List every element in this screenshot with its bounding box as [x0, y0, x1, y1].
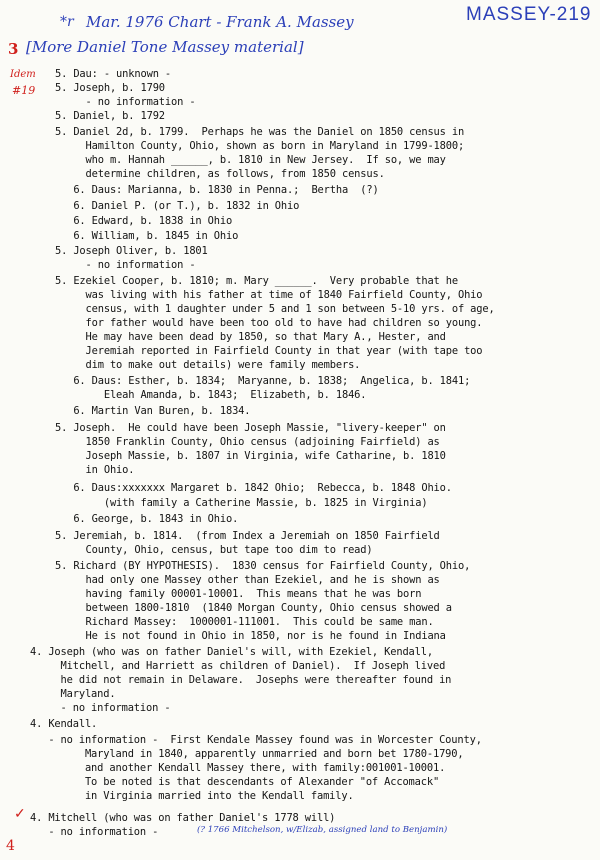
margin-idem: Idem: [10, 69, 36, 80]
genealogy-line: he did not remain in Delaware. Josephs were thereafter found in: [30, 674, 452, 686]
genealogy-line: 6. Daus:xxxxxxx Margaret b. 1842 Ohio; Rebecca, b. 1848 Ohio.: [55, 482, 452, 494]
genealogy-line: having family 00001-10001. This means that he was born: [55, 588, 422, 600]
genealogy-line: 5. Richard (BY HYPOTHESIS). 1830 census for Fairfield County, Ohio,: [55, 560, 471, 572]
genealogy-line: - no information - First Kendale Massey found was in Worcester County,: [30, 734, 482, 746]
genealogy-line: between 1800-1810 (1840 Morgan County, Ohio census showed a: [55, 602, 452, 614]
genealogy-line: 5. Joseph. He could have been Joseph Massie, "livery-keeper" on: [55, 422, 446, 434]
genealogy-line: 6. Daniel P. (or T.), b. 1832 in Ohio: [55, 200, 300, 212]
genealogy-line: 5. Jeremiah, b. 1814. (from Index a Jeremiah on 1850 Fairfield: [55, 530, 440, 542]
genealogy-line: Richard Massey: 1000001-111001. This could be same man.: [55, 616, 434, 628]
genealogy-line: dim to make out details) were family members.: [55, 359, 361, 371]
genealogy-line: had only one Massey other than Ezekiel, and he is shown as: [55, 574, 440, 586]
document-tag: MASSEY-219: [466, 4, 592, 25]
genealogy-line: - no information -: [30, 826, 165, 838]
genealogy-line: 6. Daus: Marianna, b. 1830 in Penna.; Bertha (?): [55, 184, 379, 196]
genealogy-line: Hamilton County, Ohio, shown as born in Maryland in 1799-1800;: [55, 140, 465, 152]
chart-title: Mar. 1976 Chart - Frank A. Massey: [86, 13, 354, 31]
genealogy-line: Joseph Massie, b. 1807 in Virginia, wife Catharine, b. 1810: [55, 450, 446, 462]
genealogy-line: 4. Kendall.: [30, 718, 98, 730]
genealogy-line: for father would have been too old to have had children so young.: [55, 317, 483, 329]
bottom-number: 4: [6, 838, 15, 854]
check-mark: ✓: [14, 806, 26, 822]
section-number: 3: [8, 40, 19, 58]
genealogy-line: 5. Joseph Oliver, b. 1801: [55, 245, 208, 257]
handwritten-note: (? 1766 Mitchelson, w/Elizab, assigned land to Benjamin): [197, 825, 448, 835]
genealogy-line: census, with 1 daughter under 5 and 1 son between 5-10 yrs. of age,: [55, 303, 495, 315]
genealogy-line: 5. Daniel 2d, b. 1799. Perhaps he was the Daniel on 1850 census in: [55, 126, 465, 138]
material-note: [More Daniel Tone Massey material]: [26, 38, 304, 56]
genealogy-line: was living with his father at time of 1840 Fairfield County, Ohio: [55, 289, 483, 301]
genealogy-line: 5. Ezekiel Cooper, b. 1810; m. Mary ______. Very probable that he: [55, 275, 458, 287]
genealogy-line: Jeremiah reported in Fairfield County in that year (with tape too: [55, 345, 483, 357]
genealogy-line: who m. Hannah ______, b. 1810 in New Jersey. If so, we may: [55, 154, 446, 166]
genealogy-line: in Ohio.: [55, 464, 135, 476]
genealogy-line: 5. Daniel, b. 1792: [55, 110, 165, 122]
header-star: *r: [60, 14, 74, 30]
genealogy-line: County, Ohio, census, but tape too dim to read): [55, 544, 373, 556]
genealogy-line: 4. Joseph (who was on father Daniel's will, with Ezekiel, Kendall,: [30, 646, 433, 658]
genealogy-line: 6. William, b. 1845 in Ohio: [55, 230, 239, 242]
genealogy-line: 5. Dau: - unknown -: [55, 68, 172, 80]
genealogy-line: 6. Daus: Esther, b. 1834; Maryanne, b. 1838; Angelica, b. 1841;: [55, 375, 471, 387]
margin-ref: #19: [12, 84, 36, 97]
genealogy-line: (with family a Catherine Massie, b. 1825 in Virginia): [55, 497, 428, 509]
genealogy-line: in Virginia married into the Kendall family.: [30, 790, 354, 802]
genealogy-line: - no information -: [55, 259, 196, 271]
genealogy-line: 6. George, b. 1843 in Ohio.: [55, 513, 239, 525]
genealogy-line: determine children, as follows, from 1850 census.: [55, 168, 385, 180]
genealogy-line: - no information -: [30, 702, 171, 714]
genealogy-line: and another Kendall Massey there, with family:001001-10001.: [30, 762, 446, 774]
genealogy-line: To be noted is that descendants of Alexander "of Accomack": [30, 776, 440, 788]
genealogy-line: 1850 Franklin County, Ohio census (adjoining Fairfield) as: [55, 436, 440, 448]
genealogy-line: 4. Mitchell (who was on father Daniel's 1778 will): [30, 812, 336, 824]
genealogy-line: 6. Edward, b. 1838 in Ohio: [55, 215, 233, 227]
genealogy-line: Maryland.: [30, 688, 116, 700]
genealogy-line: Eleah Amanda, b. 1843; Elizabeth, b. 1846.: [55, 389, 367, 401]
genealogy-line: - no information -: [55, 96, 196, 108]
genealogy-line: Maryland in 1840, apparently unmarried and born bet 1780-1790,: [30, 748, 464, 760]
genealogy-line: 6. Martin Van Buren, b. 1834.: [55, 405, 251, 417]
genealogy-line: Mitchell, and Harriett as children of Daniel). If Joseph lived: [30, 660, 446, 672]
genealogy-line: He may have been dead by 1850, so that Mary A., Hester, and: [55, 331, 446, 343]
genealogy-line: 5. Joseph, b. 1790: [55, 82, 165, 94]
genealogy-line: He is not found in Ohio in 1850, nor is he found in Indiana: [55, 630, 446, 642]
